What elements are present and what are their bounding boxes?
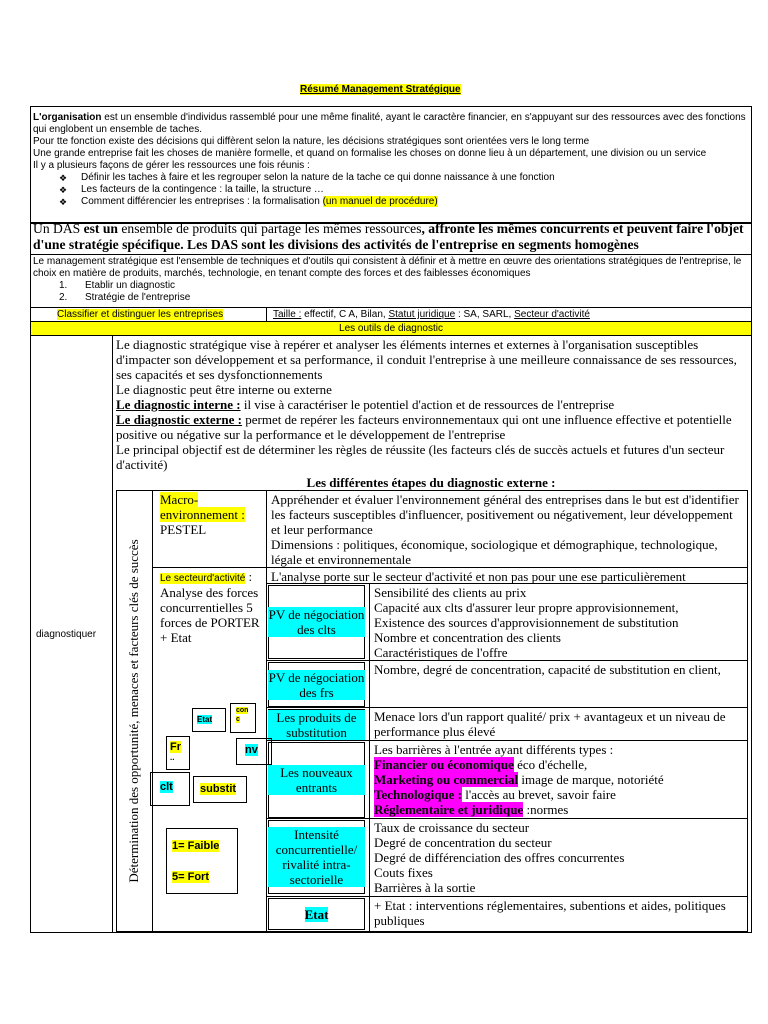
divider (112, 335, 113, 933)
divider (266, 490, 267, 574)
force-details: + Etat : interventions réglementaires, subentions et aides, politiques publiques (374, 898, 726, 928)
secteur-description: Analyse des forces concurrentielles 5 forces de PORTER + Etat (160, 585, 260, 645)
diagnostic-text (116, 337, 746, 490)
divider (266, 740, 748, 741)
diagnostic-paragraph: Le diagnostic peut être interne ou externe (116, 382, 332, 397)
force-label: Les nouveaux entrants (268, 742, 365, 818)
divider (369, 583, 370, 932)
force-details: Menace lors d'un rapport qualité/ prix + avantageux et un niveau de performance plus élevé (374, 709, 726, 739)
management-text: Le management stratégique est l'ensemble de techniques et d'outils qui consistent à définir et à mettre en œuvre des orientations stratégiques de l'entreprise, le choix en matière de produits, marchés, technologie, en tenant compte des forces et des faiblesses économiques (33, 256, 742, 279)
force-details: Les barrières à l'entrée ayant différents types : Financier ou économique éco d'échelle, Marketing ou commercial image de marque, notoriété Technologique : l'accès au brevet, savoir faire Réglementaire et juridique :normes (374, 742, 664, 817)
divider (152, 490, 153, 932)
bullet-item: ❖ Définir les taches à faire et les regrouper selon la nature de la tache ce qui donne naissance à une fonction (33, 172, 749, 184)
diagram-substit: substit (200, 783, 237, 795)
diagnostiquer-label: diagnostiquer (36, 629, 97, 640)
scale-strong: 5= Fort (172, 871, 209, 883)
organisation-section (33, 112, 749, 208)
organisation-line2: Pour tte fonction existe des décisions qui diffèrent selon la nature, les décisions stratégiques sont orientées vers le long terme (33, 136, 590, 147)
divider (266, 896, 748, 897)
force-label: Etat (304, 906, 329, 922)
organisation-line4: Il y a plusieurs façons de gérer les ressources une fois réunis : (33, 160, 310, 171)
page-title (300, 84, 461, 95)
diagram-conc: con c (236, 707, 249, 723)
scale-weak: 1= Faible (172, 840, 220, 852)
diagram-fr: Fr .. (170, 741, 181, 762)
outils-title: Les outils de diagnostic (339, 323, 443, 334)
procedure-highlight: (un manuel de procédure) (322, 196, 438, 207)
macro-label: Macro-environnement : PESTEL (160, 492, 245, 537)
diagram-etat: Etat (197, 715, 213, 724)
force-details: Taux de croissance du secteur Degré de concentration du secteur Degré de différenciation des offres concurrentes Couts fixes Barrières à la sortie (374, 820, 625, 895)
list-item: 2. Stratégie de l'entreprise (59, 292, 191, 303)
organisation-term: L'organisation (33, 112, 102, 123)
diagnostic-interne: Le diagnostic interne : il vise à caractériser le potentiel d'action et de ressources de l'entreprise (116, 397, 615, 412)
force-label: Intensité concurrentielle/ rivalité intra-sectorielle (268, 820, 365, 894)
organisation-line3: Une grande entreprise fait les choses de manière formelle, et quand on formalise les choses on donne lieu à un département, une division ou un service (33, 148, 707, 159)
force-label: PV de négociation des frs (268, 669, 365, 700)
page-title-text: Résumé Management Stratégique (300, 84, 461, 95)
diagnostic-paragraph: Le diagnostic stratégique vise à repérer et analyser les éléments internes et externes à l'organisation susceptibles d'impacter son développement et sa performance, il conduit l'entreprise à une meilleure connaissance de ses ressources, ses capacités et ses dysfonctionnements (116, 337, 737, 382)
bullet-item: ❖ Les facteurs de la contingence : la taille, la structure … (33, 184, 749, 196)
divider (266, 660, 748, 661)
force-label: PV de négociation des clts (268, 607, 365, 637)
divider (266, 707, 748, 708)
management-section (33, 256, 749, 304)
etapes-title: Les différentes étapes du diagnostic externe : (306, 475, 556, 490)
classify-criteria: Taille : effectif, C A, Bilan, Statut juridique : SA, SARL, Secteur d'activité (273, 309, 590, 320)
secteur-analysis: L'analyse porte sur le secteur d'activité et non pas pour une ese particulièrement (271, 569, 686, 584)
divider (266, 567, 267, 584)
divider (266, 818, 748, 819)
secteur-label: Le secteurd'activité : Analyse des forces concurrentielles 5 forces de PORTER + Etat (160, 569, 264, 645)
force-label: Les produits de substitution (268, 709, 365, 740)
divider (266, 307, 267, 322)
divider (152, 567, 748, 568)
vertical-label: Détermination des opportunité, menaces et facteurs clés de succès (126, 539, 141, 883)
classify-label: Classifier et distinguer les entreprises (57, 309, 224, 320)
diagnostic-externe: Le diagnostic externe : permet de repérer les facteurs environnementaux qui ont une influence effective et potentielle positive ou négative sur la performance et le développement de l'entreprise (116, 412, 732, 442)
force-details: Nombre, degré de concentration, capacité de substitution en client, (374, 662, 721, 677)
diagram-clt: clt (160, 781, 173, 793)
organisation-definition: est un ensemble d'individus rassemblé pour une même finalité, ayant le caractère financier, en s'appuyant sur des ressources avec des fonctions qui englobent un ensemble de taches. (33, 112, 746, 135)
macro-text: Appréhender et évaluer l'environnement général des entreprises dans le but est d'identifier les facteurs susceptibles d'influencer, positivement ou négativement, leur développement et leur performance Dimensions : politiques, économique, sociologique et démographique, technologique, légale et environnementale (271, 492, 739, 567)
organisation-bullets (33, 172, 749, 208)
management-list (33, 280, 749, 304)
organisation-line1 (33, 112, 749, 136)
das-definition: Un DAS est un ensemble de produits qui partage les mêmes ressources, affronte les mêmes concurrents et peuvent faire l'objet d'une stratégie spécifique. Les DAS sont les divisions des activités de l'entreprise en segments homogènes (33, 221, 744, 252)
force-details: Sensibilité des clients au prix Capacité aux clts d'assurer leur propre approvisionnement, Existence des sources d'approvisionnement de substitution Nombre et concentration des clients Caractéristiques de l'offre (374, 585, 679, 660)
list-item: 1. Etablir un diagnostic (59, 280, 176, 291)
diagram-scale-box (166, 828, 238, 894)
diagram-nv: nv (245, 744, 258, 756)
bullet-item: ❖ Comment différencier les entreprises : la formalisation (un manuel de procédure) (33, 196, 749, 208)
diagnostic-paragraph: Le principal objectif est de déterminer les règles de réussite (les facteurs clés de succès actuels et futures d'un secteur d'activité) (116, 442, 725, 472)
